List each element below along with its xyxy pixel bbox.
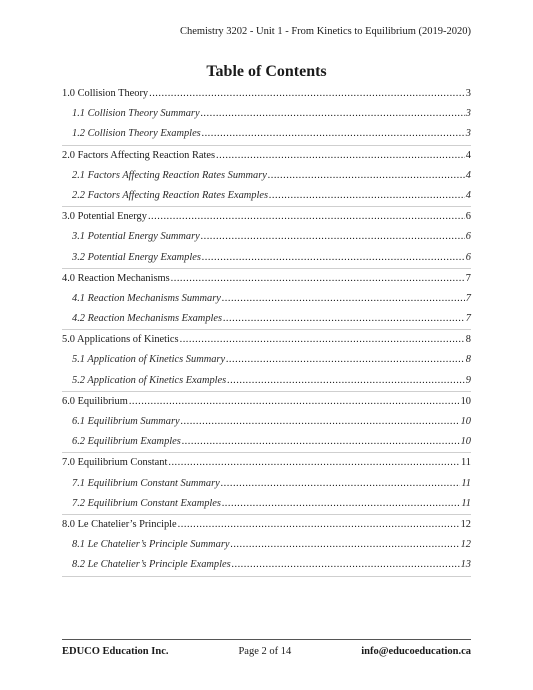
toc-section-entry[interactable] xyxy=(62,392,471,412)
toc-entry-title: 1.2 Collision Theory Examples xyxy=(72,128,201,140)
toc-section xyxy=(62,146,471,208)
toc-entry-title: 5.1 Application of Kinetics Summary xyxy=(72,354,226,366)
toc-section xyxy=(62,207,471,269)
toc-section-entry[interactable] xyxy=(62,515,471,535)
toc-section xyxy=(62,392,471,454)
toc-dot-leader xyxy=(216,146,465,166)
toc-entry-title: 5.0 Applications of Kinetics xyxy=(62,334,179,346)
toc-subsection-entry[interactable] xyxy=(62,555,471,575)
toc-section-entry[interactable] xyxy=(62,453,471,473)
toc-section-entry[interactable] xyxy=(62,269,471,289)
toc-entry-title: 3.2 Potential Energy Examples xyxy=(72,251,201,263)
toc-entry-title: 1.1 Collision Theory Summary xyxy=(72,108,200,120)
toc-entry-title: 7.0 Equilibrium Constant xyxy=(62,457,168,469)
toc-entry-title: 2.0 Factors Affecting Reaction Rates xyxy=(62,149,216,161)
toc-entry-title: 7.2 Equilibrium Constant Examples xyxy=(72,497,221,509)
toc-title: Table of Contents xyxy=(206,63,327,80)
toc-subsection-entry[interactable] xyxy=(62,166,471,186)
toc-entry-title: 5.2 Application of Kinetics Examples xyxy=(72,374,227,386)
footer-company: EDUCO Education Inc. xyxy=(62,646,169,657)
toc-entry-page: 4 xyxy=(465,149,471,161)
toc-subsection-entry[interactable] xyxy=(62,309,471,329)
toc-entry-page: 11 xyxy=(461,477,471,489)
toc-entry-page: 10 xyxy=(460,436,471,448)
toc-section xyxy=(62,453,471,515)
toc-subsection-entry[interactable] xyxy=(62,412,471,432)
toc-entry-title: 4.1 Reaction Mechanisms Summary xyxy=(72,292,221,304)
toc-dot-leader xyxy=(168,453,460,473)
toc-dot-leader xyxy=(182,432,460,452)
toc-dot-leader xyxy=(222,289,465,309)
toc-entry-title: 2.2 Factors Affecting Reaction Rates Examples xyxy=(72,189,269,201)
toc-entry-title: 4.0 Reaction Mechanisms xyxy=(62,272,170,284)
toc-subsection-entry[interactable] xyxy=(62,186,471,206)
toc-subsection-entry[interactable] xyxy=(62,289,471,309)
toc-dot-leader xyxy=(221,474,461,494)
table-of-contents xyxy=(62,84,471,577)
toc-subsection-entry[interactable] xyxy=(62,104,471,124)
toc-section-entry[interactable] xyxy=(62,207,471,227)
toc-entry-title: 6.1 Equilibrium Summary xyxy=(72,416,180,427)
toc-entry-title: 4.2 Reaction Mechanisms Examples xyxy=(72,313,223,325)
toc-subsection-entry[interactable] xyxy=(62,350,471,370)
toc-entry-page: 7 xyxy=(465,272,471,284)
toc-section xyxy=(62,269,471,331)
toc-subsection-entry[interactable] xyxy=(62,474,471,494)
toc-entry-page: 7 xyxy=(465,313,471,325)
toc-entry-page: 6 xyxy=(465,211,471,223)
toc-dot-leader xyxy=(269,186,465,206)
toc-entry-title: 6.2 Equilibrium Examples xyxy=(72,436,181,448)
toc-subsection-entry[interactable] xyxy=(62,227,471,247)
toc-entry-title: 2.1 Factors Affecting Reaction Rates Summary xyxy=(72,169,267,181)
toc-subsection-entry[interactable] xyxy=(62,432,471,452)
toc-entry-page: 9 xyxy=(465,374,471,386)
toc-entry-page: 12 xyxy=(460,539,471,551)
toc-entry-page: 10 xyxy=(460,395,471,407)
toc-entry-page: 4 xyxy=(465,189,471,201)
toc-section xyxy=(62,84,471,146)
toc-dot-leader xyxy=(180,330,465,350)
toc-dot-leader xyxy=(226,350,465,370)
toc-entry-title: 8.1 Le Chatelier’s Principle Summary xyxy=(72,539,230,551)
toc-dot-leader xyxy=(223,309,465,329)
toc-entry-page: 3 xyxy=(465,108,471,120)
toc-subsection-entry[interactable] xyxy=(62,371,471,391)
toc-dot-leader xyxy=(268,166,465,186)
toc-dot-leader xyxy=(181,412,460,432)
toc-entry-page: 3 xyxy=(465,128,471,140)
toc-dot-leader xyxy=(148,207,465,227)
toc-section xyxy=(62,515,471,577)
page-header: Chemistry 3202 - Unit 1 - From Kinetics to Equilibrium (2019-2020) xyxy=(179,26,471,37)
toc-entry-title: 6.0 Equilibrium xyxy=(62,395,128,407)
footer-divider xyxy=(62,639,471,640)
toc-dot-leader xyxy=(202,124,465,144)
toc-entry-page: 11 xyxy=(461,497,471,509)
toc-dot-leader xyxy=(129,392,460,412)
toc-entry-page: 11 xyxy=(460,457,471,469)
toc-entry-title: 3.1 Potential Energy Summary xyxy=(72,231,200,243)
toc-subsection-entry[interactable] xyxy=(62,248,471,268)
footer-email[interactable]: info@educoeducation.ca xyxy=(361,646,471,657)
toc-dot-leader xyxy=(178,515,460,535)
toc-subsection-entry[interactable] xyxy=(62,124,471,144)
toc-entry-page: 7 xyxy=(465,292,471,304)
toc-dot-leader xyxy=(201,227,465,247)
toc-dot-leader xyxy=(149,84,465,104)
toc-section-entry[interactable] xyxy=(62,146,471,166)
toc-entry-page: 6 xyxy=(465,231,471,243)
footer-page-number: Page 2 of 14 xyxy=(238,646,292,657)
toc-entry-title: 1.0 Collision Theory xyxy=(62,88,149,99)
toc-dot-leader xyxy=(222,494,460,514)
toc-section xyxy=(62,330,471,392)
toc-section-entry[interactable] xyxy=(62,84,471,104)
toc-dot-leader xyxy=(230,535,459,555)
toc-entry-title: 7.1 Equilibrium Constant Summary xyxy=(72,477,220,489)
toc-entry-title: 8.2 Le Chatelier’s Principle Examples xyxy=(72,559,231,571)
toc-section-entry[interactable] xyxy=(62,330,471,350)
toc-dot-leader xyxy=(202,248,465,268)
toc-entry-page: 6 xyxy=(465,251,471,263)
toc-subsection-entry[interactable] xyxy=(62,535,471,555)
toc-entry-title: 8.0 Le Chatelier’s Principle xyxy=(62,518,177,530)
toc-subsection-entry[interactable] xyxy=(62,494,471,514)
toc-entry-page: 8 xyxy=(465,354,471,366)
toc-dot-leader xyxy=(171,269,465,289)
toc-entry-page: 8 xyxy=(465,334,471,346)
toc-entry-page: 10 xyxy=(460,416,471,427)
toc-entry-page: 3 xyxy=(465,88,471,99)
toc-dot-leader xyxy=(201,104,465,124)
toc-entry-page: 4 xyxy=(465,169,471,181)
page-footer xyxy=(62,646,471,657)
toc-entry-title: 3.0 Potential Energy xyxy=(62,211,147,223)
toc-dot-leader xyxy=(227,371,465,391)
toc-entry-page: 13 xyxy=(460,559,471,571)
toc-dot-leader xyxy=(232,555,460,575)
toc-entry-page: 12 xyxy=(460,518,471,530)
